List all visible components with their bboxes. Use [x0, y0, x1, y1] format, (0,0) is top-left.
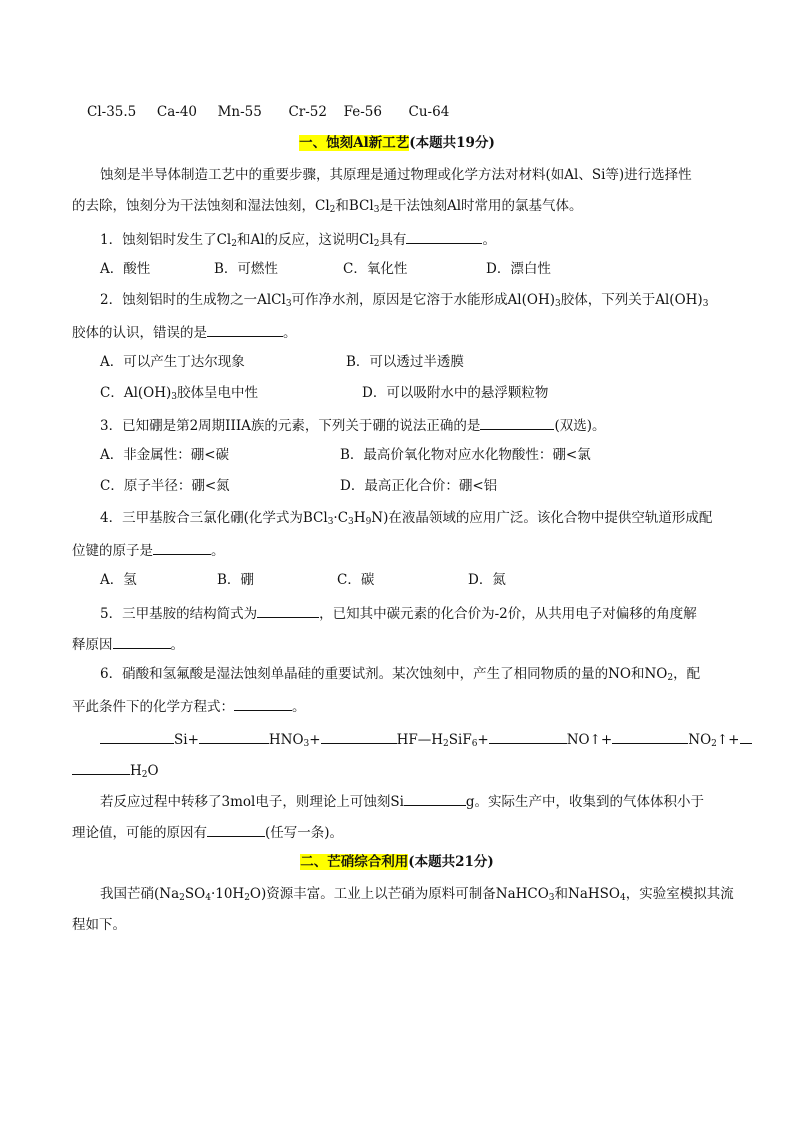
- section-1-score: (本题共19分): [409, 135, 495, 151]
- subscript: 2: [373, 239, 380, 249]
- mass-item: Fe-56: [343, 104, 382, 120]
- text: +: [477, 732, 489, 748]
- q2-option-b: B．可以透过半透膜: [346, 354, 464, 370]
- text: 和Al的反应，这说明Cl: [236, 232, 374, 248]
- subscript: 3: [327, 517, 334, 527]
- text: (任写一条)。: [265, 825, 344, 841]
- subscript: 4: [619, 893, 626, 903]
- answer-blank[interactable]: [234, 696, 292, 711]
- question-4-line-1: [100, 509, 712, 527]
- text: 。: [211, 543, 225, 559]
- q1-option-d: D．漂白性: [486, 261, 551, 277]
- text: 胶体的认识，错误的是: [72, 325, 207, 341]
- text: HF—H: [396, 732, 444, 748]
- q1-option-a: A．酸性: [100, 261, 151, 277]
- text: 具有: [379, 232, 407, 248]
- text: NO: [688, 732, 712, 748]
- text: H: [353, 510, 366, 526]
- q2-option-a: A．可以产生丁达尔现象: [100, 354, 245, 370]
- text: 6．硝酸和氢氟酸是湿法蚀刻单晶硅的重要试剂。某次蚀刻中，产生了相同物质的量的NO和NO: [100, 666, 668, 682]
- q1-option-c: C．氧化性: [343, 261, 408, 277]
- subscript: 6: [471, 739, 478, 749]
- text: ↑+: [716, 732, 740, 748]
- answer-blank[interactable]: [207, 322, 283, 337]
- text: 的去除，蚀刻分为干法蚀刻和湿法蚀刻，Cl: [72, 198, 330, 214]
- text: 4．三甲基胺合三氯化硼(化学式为BCl: [100, 510, 328, 526]
- answer-blank[interactable]: [404, 791, 466, 806]
- text: 理论值，可能的原因有: [72, 825, 207, 841]
- subscript: 9: [365, 517, 372, 527]
- subscript: 4: [205, 893, 211, 903]
- subscript: 2: [711, 739, 717, 749]
- intro-line-1: 蚀刻是半导体制造工艺中的重要步骤，其原理是通过物理或化学方法对材料(如Al、Si等)进行选择性: [100, 167, 692, 183]
- text: SO: [184, 886, 206, 902]
- mass-item: Cl-35.5: [87, 104, 137, 120]
- answer-blank[interactable]: [257, 603, 319, 618]
- answer-blank[interactable]: [406, 229, 482, 244]
- text: ，配: [673, 666, 701, 682]
- mass-item: Mn-55: [217, 104, 262, 120]
- subscript: 3: [285, 299, 292, 309]
- text: 。: [292, 699, 306, 715]
- text: 1．蚀刻铝时发生了Cl: [100, 232, 232, 248]
- text: NO↑+: [566, 732, 613, 748]
- section-2-score: (本题共21分): [408, 854, 494, 870]
- text: 2．蚀刻铝时的生成物之一AlCl: [100, 292, 286, 308]
- text: g。实际生产中，收集到的气体体积小于: [465, 794, 705, 810]
- q3-option-a: A．非金属性：硼<碳: [100, 447, 230, 463]
- coefficient-blank[interactable]: [199, 729, 269, 744]
- text: ·C: [333, 510, 349, 526]
- text: O)资源丰富。工业上以芒硝为原料可制备NaHCO: [249, 886, 549, 902]
- text: C．Al(OH): [100, 385, 172, 401]
- subscript: 2: [667, 673, 674, 683]
- q4-option-d: D．氮: [468, 572, 506, 588]
- text: 和NaHSO: [554, 886, 620, 902]
- subscript: 2: [141, 770, 148, 780]
- intro-line-2: [72, 197, 583, 215]
- subscript: 3: [548, 893, 555, 903]
- text: 位键的原子是: [72, 543, 153, 559]
- text: 若反应过程中转移了3mol电子，则理论上可蚀刻Si: [100, 794, 404, 810]
- atomic-masses: [87, 103, 449, 121]
- subscript: 3: [702, 299, 709, 309]
- question-2-line-1: [100, 291, 708, 309]
- section-2-intro-line-1: [100, 885, 734, 903]
- text: ·10H: [210, 886, 245, 902]
- answer-blank[interactable]: [113, 634, 171, 649]
- q2-option-d: D．可以吸附水中的悬浮颗粒物: [362, 385, 549, 401]
- section-1-title-highlight: 一、蚀刻Al新工艺: [299, 135, 410, 151]
- text: Si+: [174, 732, 199, 748]
- question-5-line-2: [72, 634, 184, 654]
- section-2-title-highlight: 二、芒硝综合利用: [300, 854, 409, 870]
- text: 。: [170, 637, 184, 653]
- question-6-line-5: [72, 822, 343, 842]
- q1-option-b: B．可燃性: [214, 261, 278, 277]
- question-6-line-1: [100, 665, 700, 683]
- question-4-line-2: [72, 540, 225, 560]
- text: HNO: [268, 732, 304, 748]
- text: 和BCl: [335, 198, 374, 214]
- question-3: [100, 415, 605, 435]
- q3-option-d: D．最高正化合价：硼<铝: [340, 478, 498, 494]
- subscript: 2: [329, 205, 336, 215]
- text: 是干法蚀刻Al时常用的氯基气体。: [379, 198, 583, 214]
- equation-line-2: [72, 760, 159, 780]
- text: 平此条件下的化学方程式：: [72, 699, 234, 715]
- answer-blank[interactable]: [480, 415, 554, 430]
- section-2-intro-line-2: 程如下。: [72, 917, 126, 933]
- text: 释原因: [72, 637, 113, 653]
- mass-item: Cr-52: [288, 104, 327, 120]
- coefficient-blank[interactable]: [72, 760, 130, 775]
- mass-item: Ca-40: [156, 104, 197, 120]
- text: (双选)。: [554, 418, 606, 434]
- text: ，实验室模拟其流: [625, 886, 734, 902]
- text: 可作净水剂，原因是它溶于水能形成Al(OH): [291, 292, 555, 308]
- text: H: [130, 763, 142, 779]
- coefficient-blank[interactable]: [740, 729, 752, 744]
- equation-line: [100, 729, 752, 749]
- text: 胶体，下列关于Al(OH): [560, 292, 703, 308]
- q3-option-b: B．最高价氧化物对应水化物酸性：硼<氯: [340, 447, 591, 463]
- text: O: [147, 763, 159, 779]
- question-2-line-2: [72, 322, 297, 342]
- subscript: 2: [443, 739, 449, 749]
- subscript: 2: [231, 239, 237, 249]
- text: +: [309, 732, 321, 748]
- text: SiF: [448, 732, 472, 748]
- q3-option-c: C．原子半径：硼<氮: [100, 478, 230, 494]
- text: 我国芒硝(Na: [100, 886, 180, 902]
- q4-option-b: B．硼: [217, 572, 254, 588]
- q2-option-c: [100, 384, 258, 402]
- answer-blank[interactable]: [153, 540, 211, 555]
- text: 。: [482, 232, 496, 248]
- text: 3．已知硼是第2周期IIIA族的元素，下列关于硼的说法正确的是: [100, 418, 481, 434]
- subscript: 2: [179, 893, 185, 903]
- text: 5．三甲基胺的结构简式为: [100, 606, 258, 622]
- subscript: 2: [244, 893, 250, 903]
- coefficient-blank[interactable]: [489, 729, 567, 744]
- text: ，已知其中碳元素的化合价为-2价，从共用电子对偏移的角度解: [319, 606, 697, 622]
- text: N)在液晶领域的应用广泛。该化合物中提供空轨道形成配: [371, 510, 713, 526]
- section-1-title: [0, 134, 794, 152]
- answer-blank[interactable]: [207, 822, 265, 837]
- question-5-line-1: [100, 603, 697, 623]
- subscript: 3: [171, 392, 178, 402]
- subscript: 3: [373, 205, 380, 215]
- question-6-line-4: [100, 791, 704, 811]
- question-6-line-2: [72, 696, 306, 716]
- coefficient-blank[interactable]: [612, 729, 688, 744]
- mass-item: Cu-64: [408, 104, 450, 120]
- text: 胶体呈电中性: [177, 385, 259, 401]
- q4-option-a: A．氢: [100, 572, 137, 588]
- coefficient-blank[interactable]: [100, 729, 174, 744]
- section-2-title: [0, 853, 794, 871]
- subscript: 3: [555, 299, 561, 309]
- text: 。: [283, 325, 297, 341]
- coefficient-blank[interactable]: [321, 729, 397, 744]
- subscript: 3: [348, 517, 354, 527]
- q4-option-c: C．碳: [337, 572, 375, 588]
- question-1: [100, 229, 496, 249]
- subscript: 3: [303, 739, 310, 749]
